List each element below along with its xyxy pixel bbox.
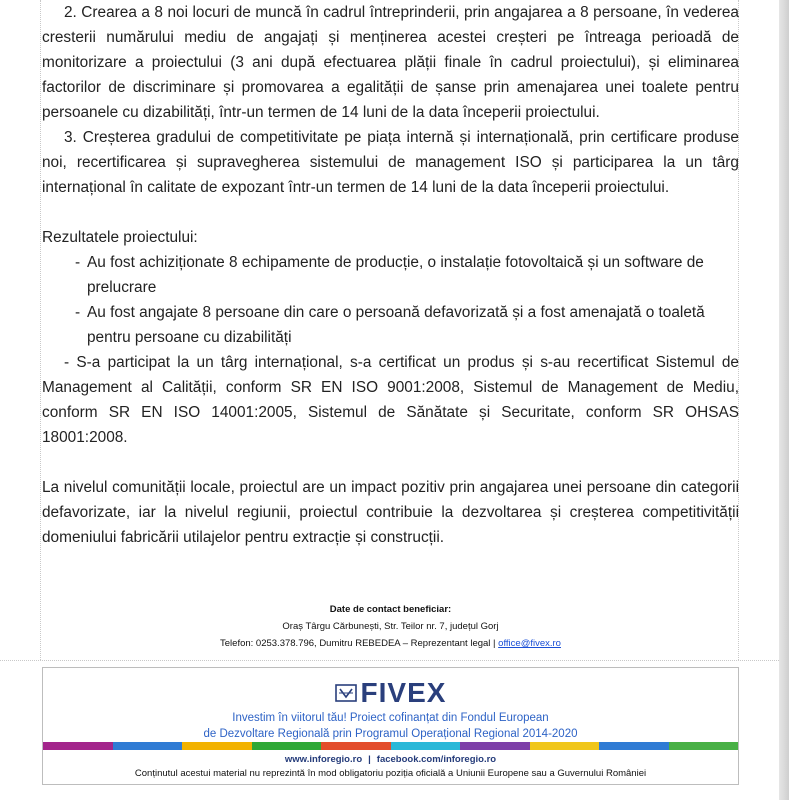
- color-bar-segment: [43, 742, 113, 750]
- color-bar-segment: [252, 742, 322, 750]
- result-item-text: Au fost angajate 8 persoane din care o persoană defavorizată și a fost amenajată o toaletă pentru persoane cu dizabilități: [87, 304, 705, 346]
- objective-paragraph-2: 2. Crearea a 8 noi locuri de muncă în cadrul întreprinderii, prin angajarea a 8 persoane, în vederea cresterii numărului mediu de angajați și menținerea acestei creșteri pe întreaga perioadă de monitorizare a proiectului (3 ani după efectuarea plății finale în cadrul proiectului), și eliminarea factorilor de discriminare și promovarea a egalității de șanse prin amenajarea unei toalete pentru persoanele cu dizabilități, într-un termen de 14 luni de la data începerii proiectului.: [42, 4, 739, 121]
- color-bar-segment: [113, 742, 183, 750]
- footer-links: [43, 754, 738, 765]
- result-item-text: Au fost achiziționate 8 echipamente de producție, o instalație fotovoltaică și un software de prelucrare: [87, 254, 704, 296]
- results-list: [42, 250, 739, 350]
- contact-phone-line: [42, 635, 739, 652]
- result-item-3: [42, 350, 739, 450]
- color-bar-segment: [669, 742, 739, 750]
- fivex-emblem-icon: [335, 684, 357, 702]
- viewer-scroll-edge: [779, 0, 789, 800]
- document-body: [42, 0, 739, 550]
- color-bar-segment: [530, 742, 600, 750]
- fivex-logo-text: FIVEX: [360, 677, 447, 708]
- contact-email-link[interactable]: office@fivex.ro: [498, 638, 561, 649]
- link-separator: |: [368, 754, 371, 765]
- result-item: [42, 300, 739, 350]
- slogan-line-2: de Dezvoltare Regională prin Programul Operațional Regional 2014-2020: [203, 728, 578, 740]
- slogan-line-1: Investim în viitorul tău! Proiect cofinanțat din Fondul European: [232, 712, 549, 724]
- inforegio-link[interactable]: www.inforegio.ro: [284, 754, 363, 765]
- regional-color-bar: [43, 742, 738, 750]
- result-item-text: S-a participat la un târg internațional, s-a certificat un produs și s-au recertificat Sistemul de Management al Calității, conform SR EN ISO 9001:2008, Sistemul de Management de Mediu, conform SR EN ISO 14001:2005, Sistemul de Sănătate și Securitate, conform SR OHSAS 18001:2008.: [42, 354, 739, 446]
- contact-block: [42, 601, 739, 652]
- contact-phone: Telefon: 0253.378.796, Dumitru REBEDEA – Reprezentant legal |: [220, 638, 499, 649]
- results-heading: Rezultatele proiectului:: [42, 229, 198, 246]
- contact-address: Oraș Târgu Cărbunești, Str. Teilor nr. 7, județul Gorj: [282, 621, 499, 632]
- eu-disclaimer: Conținutul acestui material nu reprezintă în mod obligatoriu poziția oficială a Uniunii Europene sau a Guvernului României: [134, 768, 647, 779]
- contact-title: Date de contact beneficiar:: [329, 604, 452, 615]
- color-bar-segment: [321, 742, 391, 750]
- dash-bullet: -: [75, 304, 81, 321]
- result-item: [42, 250, 739, 300]
- color-bar-segment: [391, 742, 461, 750]
- color-bar-segment: [460, 742, 530, 750]
- objective-paragraph-3: 3. Creșterea gradului de competitivitate pe piața internă și internațională, prin certificare produse noi, recertificarea și supravegherea sistemului de management ISO și participarea la un târg internațional în calitate de expozant într-un termen de 14 luni de la data începerii proiectului.: [42, 129, 739, 196]
- facebook-link[interactable]: facebook.com/inforegio.ro: [376, 754, 497, 765]
- dash-bullet: -: [75, 254, 81, 271]
- fivex-logo: [43, 677, 738, 709]
- color-bar-segment: [599, 742, 669, 750]
- impact-paragraph: La nivelul comunității locale, proiectul are un impact pozitiv prin angajarea unei persoane din categorii defavorizate, iar la nivelul regiunii, proiectul contribuie la dezvoltarea și creșterea competitivității domeniului fabricării utilajelor pentru extracție și construcții.: [42, 479, 739, 546]
- color-bar-segment: [182, 742, 252, 750]
- footer-banner: [42, 667, 739, 785]
- dash-bullet: -: [64, 354, 70, 371]
- margin-guide-bottom: [0, 660, 779, 662]
